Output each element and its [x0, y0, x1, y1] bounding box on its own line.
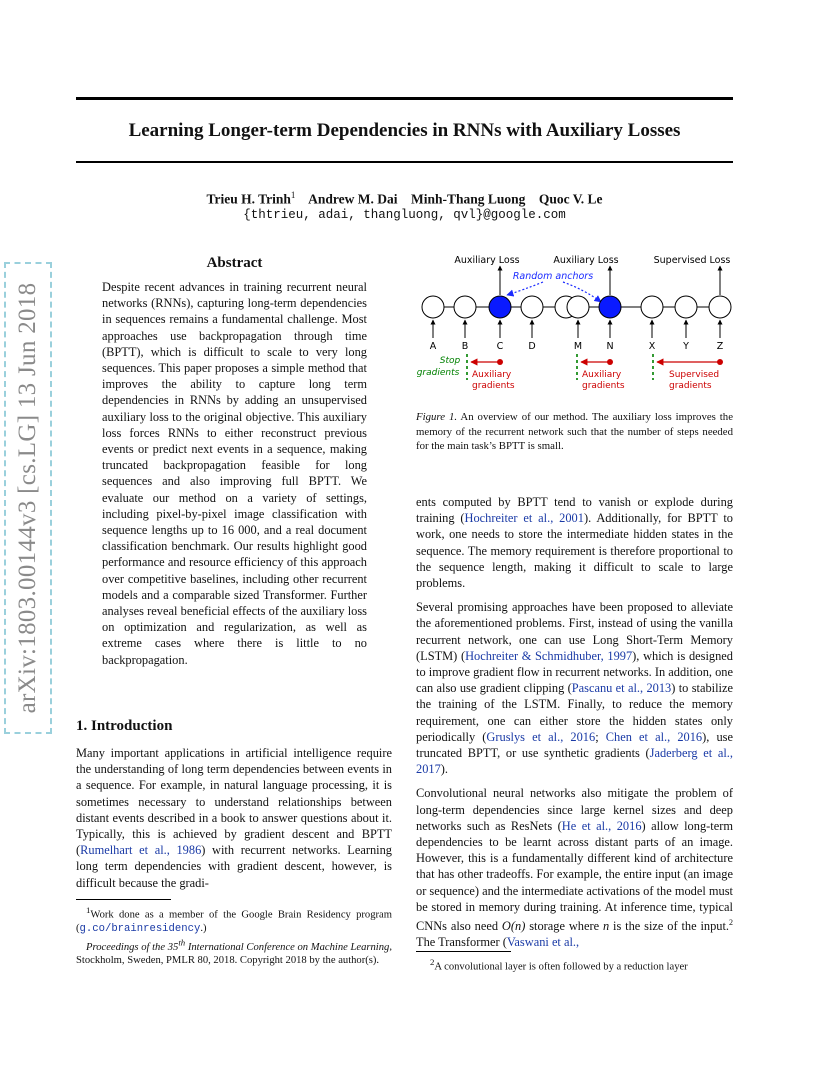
input-label: M — [573, 341, 583, 352]
footnote-2: $^2$A convolutional layer is often followed by a reduction layer — [430, 957, 688, 973]
citation-link[interactable]: Hochreiter et al., 2001 — [464, 511, 584, 526]
aux-grad-label: gradients — [582, 381, 625, 391]
intro-paragraph: Many important applications in artificial intelligence require the understanding of long term dependencies between events in a sequence. For example, in natural language processing, it is sometimes necessary to understand relationships between distant events described in a book to answer questions about it. Typically, this is achieved by gradient descent and BPTT (Rumelhart et al., 1986) with recurrent networks. Learning long term dependencies with gradient descent, however, is difficult because the gradi- — [76, 746, 392, 890]
author-emails: {thtrieu, adai, thangluong, qvl}@google.com — [243, 208, 566, 222]
aux-loss-label-2: Auxiliary Loss — [553, 255, 619, 266]
citation-link[interactable]: Chen et al., 2016 — [605, 729, 703, 744]
rnn-cell — [641, 296, 663, 318]
paragraph: Convolutional neural networks also mitigate the problem of long-term dependencies since large kernel sizes and deep networks such as ResNets (He et al., 2016) allow long-term dependencies to be learnt across distant parts of an image. However, this is a fundamentally different kind of architecture that has other tradeoffs. For example, the entire input (an image or sequence) and the intermediate activations of the model must be stored in memory during training. At inference time, typical CNNs also need O(n) storage where n is the size of the input.$^2$ The Transformer (Vaswani et al., — [416, 786, 734, 950]
abstract-heading: Abstract — [206, 255, 263, 271]
citation-link[interactable]: Gruslys et al., 2016 — [486, 729, 596, 744]
supervised-loss-label: Supervised Loss — [653, 255, 731, 266]
citation-link[interactable]: Vaswani et al., — [506, 935, 580, 950]
aux-grad-label: Auxiliary — [472, 370, 512, 380]
citation-link[interactable]: Pascanu et al., 2013 — [571, 681, 672, 696]
figure-1-diagram — [413, 250, 735, 400]
gradients-label: gradients — [416, 368, 460, 378]
proceedings-note: Proceedings of the 35th International Conference on Machine Learning, Stockholm, Sweden, PMLR 80, 2018. Copyright 2018 by the author(s). — [76, 937, 392, 967]
rnn-cell — [709, 296, 731, 318]
input-label: Z — [716, 341, 724, 352]
gradient-origin — [717, 359, 723, 365]
input-label: A — [429, 341, 437, 352]
input-label: N — [606, 341, 614, 352]
input-arrows — [433, 320, 720, 338]
paper-title: Learning Longer-term Dependencies in RNNs with Auxiliary Losses — [128, 120, 681, 141]
paragraph: ents computed by BPTT tend to vanish or explode during training (Hochreiter et al., 2001). Additionally, for BPTT to work, one needs to store the intermediate hidden states in the sequence. The memory requirement is therefore proportional to the sequence length, making it difficult to scale to large problems. — [416, 495, 734, 591]
figure-1-caption: Figure 1. An overview of our method. The auxiliary loss improves the memory of the recurrent network such that the number of steps needed for the main task’s BPTT is small. — [416, 411, 733, 453]
author-list — [76, 190, 733, 208]
sup-grad-label: Supervised — [669, 370, 720, 380]
abstract-text: Despite recent advances in training recurrent neural networks (RNNs), capturing long-term dependencies in sequences remains a fundamental challenge. Most approaches use backpropagation through time (BPTT), which is difficult to scale to very long sequences. This paper proposes a simple method that improves the ability to capture long term dependencies in RNNs by adding an unsupervised auxiliary loss to the original objective. This auxiliary loss forces RNNs to either reconstruct previous events or predict next events in a sequence, making truncated backpropagation feasible for long sequences and also improving full BPTT. We evaluate our method on a variety of settings, including pixel-by-pixel image classification with sequence lengths up to 16 000, and a real document classification benchmark. Our results highlight good performance and resource efficiency of this approach over competitive baselines, including other recurrent models and a comparable sized Transformer. Further analyses reveal beneficial effects of the auxiliary loss on optimization and regularization, as well as extreme cases where there is little to no backpropagation. — [102, 280, 367, 667]
title-rule-bottom — [76, 161, 733, 163]
aux-grad-label: gradients — [472, 381, 515, 391]
arxiv-stamp — [4, 262, 52, 734]
title-rule-top — [76, 97, 733, 100]
author-name: Minh-Thang Luong — [410, 191, 526, 207]
sup-grad-label: gradients — [669, 381, 712, 391]
citation-link[interactable]: Hochreiter & Schmidhuber, 1997 — [465, 648, 633, 663]
anchor-pointer — [507, 282, 543, 295]
gradient-origin — [497, 359, 503, 365]
footnote-rule — [76, 899, 171, 900]
rnn-cell — [675, 296, 697, 318]
rnn-cell — [422, 296, 444, 318]
rnn-cell — [454, 296, 476, 318]
footnote-rule — [416, 951, 511, 952]
random-anchors-label: Random anchors — [512, 271, 594, 282]
input-label: B — [461, 341, 469, 352]
residency-link[interactable]: g.co/brainresidency — [79, 922, 201, 935]
author-name: Quoc V. Le — [538, 191, 603, 207]
rnn-cell — [567, 296, 589, 318]
citation-link[interactable]: Jaderberg et al., 2017 — [416, 746, 733, 777]
aux-grad-label: Auxiliary — [582, 370, 622, 380]
right-column-text — [416, 494, 733, 951]
author-name: Trieu H. Trinh — [206, 191, 291, 207]
input-label: Y — [683, 341, 689, 352]
citation-link[interactable]: He et al., 2016 — [561, 818, 642, 833]
citation-link[interactable]: Rumelhart et al., 1986 — [80, 843, 202, 858]
stop-label: Stop — [439, 356, 461, 366]
gradient-origin — [607, 359, 613, 365]
input-label: C — [496, 341, 504, 352]
aux-loss-label-1: Auxiliary Loss — [454, 255, 520, 266]
anchor-cell — [599, 296, 621, 318]
footnote-1: $^1$Work done as a member of the Google Brain Residency program (g.co/brainresidency.) Proceedings of the 35th International Conference on Machine Learning, Stockholm, Sweden, PMLR 80, 2018. Copyright 2018 by the author(s). — [76, 905, 392, 967]
rnn-cell — [521, 296, 543, 318]
input-label: X — [648, 341, 656, 352]
section-heading-introduction: 1. Introduction — [76, 718, 173, 734]
paragraph: Several promising approaches have been proposed to alleviate the aforementioned problems. First, instead of using the vanilla recurrent network, one can use Long Short-Term Memory (LSTM) (Hochreiter & Schmidhuber, 1997), which is designed to improve gradient flow in recurrent networks. In addition, one can also use gradient clipping (Pascanu et al., 2013) to stabilize the training of the LSTM. Finally, to reduce the memory requirement, one can either store the hidden states only periodically (Gruslys et al., 2016; Chen et al., 2016), use truncated BPTT, or use synthetic gradients (Jaderberg et al., 2017). — [416, 600, 733, 777]
affiliation-mark: 1 — [290, 190, 296, 200]
anchor-cell — [489, 296, 511, 318]
author-name: Andrew M. Dai — [308, 191, 398, 207]
arxiv-id: arXiv:1803.00144v3 [cs.LG] 13 Jun 2018 — [14, 282, 41, 714]
input-label: D — [528, 341, 536, 352]
